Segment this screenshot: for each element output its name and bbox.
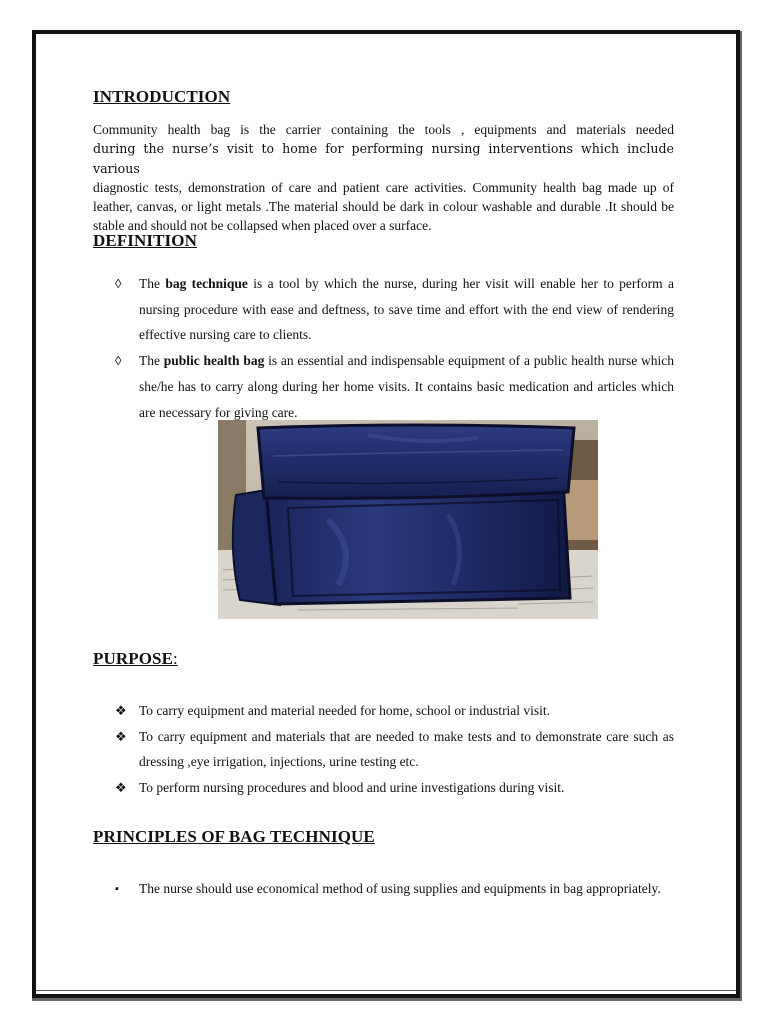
health-bag-photo [218, 420, 598, 619]
definition-heading: DEFINITION [93, 231, 197, 250]
definition-item-text: is an essential and indispensable equipment of a public health nurse which she/he has to carry along during her home visits. It contains basic medication and articles which are necessary for giving care. [139, 353, 674, 420]
purpose-item [93, 724, 674, 775]
definition-list [93, 271, 674, 425]
definition-item-text: is a tool by which the nurse, during her visit will enable her to perform a nursing procedure with ease and deftness, to save time and effort with the end view of rendering effective nursing care to clients. [139, 276, 674, 343]
square-bullet-icon: ▪ [115, 883, 119, 895]
introduction-heading: INTRODUCTION [93, 87, 231, 106]
principles-item-text: The nurse should use economical method of using supplies and equipments in bag appropriately. [139, 881, 661, 896]
definition-term: bag technique [165, 276, 248, 291]
introduction-line-2: during the nurse’s visit to home for performing nursing interventions which include various [93, 141, 674, 176]
bottom-rule [36, 990, 736, 991]
purpose-heading [93, 648, 674, 670]
purpose-item-text: To perform nursing procedures and blood and urine investigations during visit. [139, 779, 565, 795]
purpose-item-text: To carry equipment and materials that are needed to make tests and to demonstrate care such as dressing ,eye irrigation, injections, urine testing etc. [139, 728, 674, 769]
definition-item-prefix: The [139, 353, 164, 369]
principles-heading: PRINCIPLES OF BAG TECHNIQUE [93, 827, 375, 846]
purpose-section [93, 648, 674, 800]
purpose-heading-text: PURPOSE [93, 649, 174, 668]
introduction-paragraph [93, 120, 674, 236]
principles-item [93, 876, 674, 902]
definition-item-prefix: The [139, 276, 166, 291]
definition-item-public-health-bag [93, 348, 674, 425]
principles-list [93, 876, 674, 902]
definition-section [93, 230, 674, 425]
introduction-line-1: Community health bag is the carrier containing the tools , equipments and materials needed [93, 122, 674, 137]
definition-item-bag-technique [93, 271, 674, 348]
diamond-star-bullet-icon: ❖ [115, 703, 127, 718]
purpose-heading-colon: : [173, 649, 178, 668]
diamond-star-bullet-icon: ❖ [115, 779, 127, 795]
introduction-line-3: diagnostic tests, demonstration of care and patient care activities. Community health bag made up of leather, canvas, or light metals .The material should be dark in colour washable and durable .It should be stable and should not be collapsed when placed over a surface. [93, 179, 674, 234]
diamond-bullet-icon: ◊ [115, 276, 122, 291]
introduction-section [93, 86, 674, 236]
health-bag-illustration [218, 420, 598, 619]
purpose-item [93, 775, 674, 801]
definition-term: public health bag [163, 353, 265, 369]
purpose-item-text: To carry equipment and material needed for home, school or industrial visit. [139, 703, 551, 718]
purpose-item [93, 698, 674, 724]
purpose-list [93, 698, 674, 800]
principles-section [93, 826, 674, 902]
diamond-bullet-icon: ◊ [115, 353, 122, 369]
diamond-star-bullet-icon: ❖ [115, 728, 127, 744]
